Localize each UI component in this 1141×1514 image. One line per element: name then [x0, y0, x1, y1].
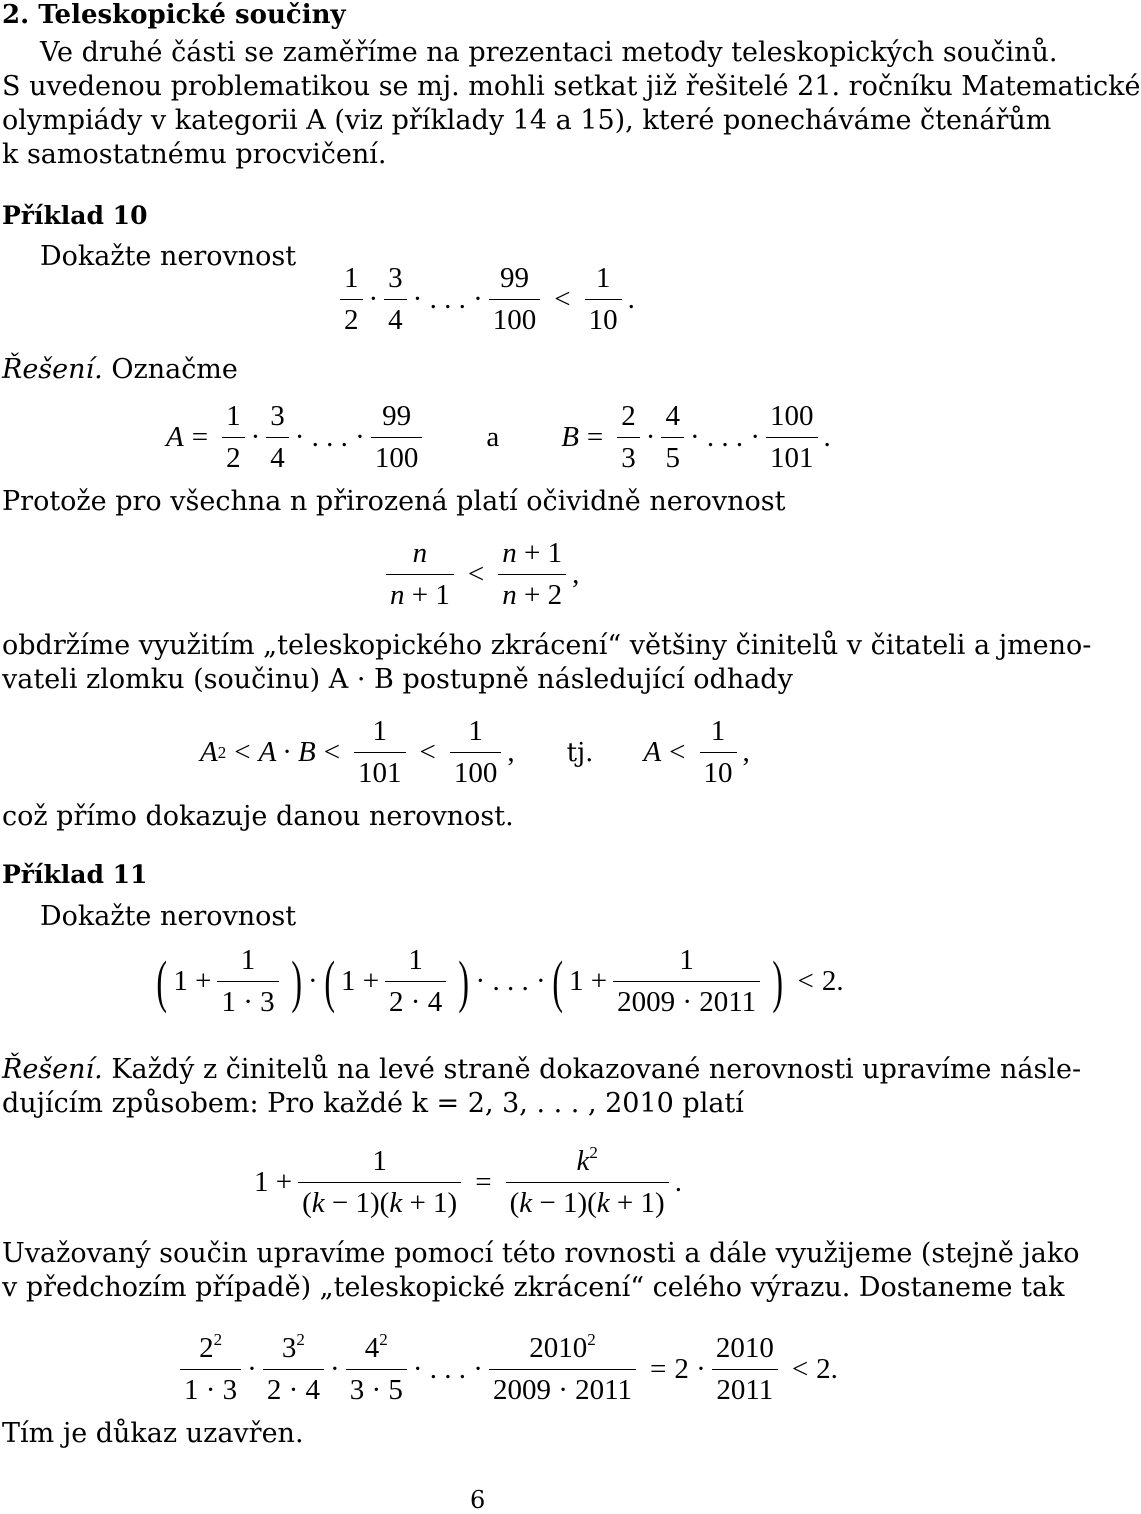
estimates: A 2 < A · B < $\frac{1}{101}$ < $\frac{1}{100}$ , tj. A < $\frac{1}{10}$ , [200, 715, 750, 790]
example-11-prompt: Dokažte nerovnost [40, 901, 297, 932]
fraction: $\frac{100}{101}$ [766, 400, 818, 476]
fraction: $\frac{2}{3}$ [617, 400, 640, 476]
intro-paragraph [2, 36, 1141, 172]
fraction: $\frac{1}{101}$ [354, 715, 406, 791]
obtain-paragraph [2, 629, 1091, 697]
fraction: $\frac{99}{100}$ [371, 400, 423, 476]
fraction: $\frac{2^2}{1 \cdot 3}$ [180, 1332, 241, 1408]
fraction: $\frac{1}{100}$ [450, 715, 502, 791]
telescoping-product: $\frac{2^2}{1 \cdot 3}$ · $\frac{3^2}{2 \cdot 4}$ · $\frac{4^2}{3 \cdot 5}$ · . . . · $\frac{2010^2}{2009 \cdot 2011}$ = 2 · $\frac{2010}{2011}$ < 2. [174, 1332, 838, 1408]
after-line: Uvažovaný součin upravíme pomocí této rovnosti a dále využijeme (stejně jako [2, 1238, 1080, 1269]
after-paragraph [2, 1237, 1080, 1305]
intro-line: k samostatnému procvičení. [2, 139, 387, 170]
fraction: $\frac{n}{n + 1}$ [386, 537, 454, 613]
intro-line: S uvedenou problematikou se mj. mohli setkat již řešitelé 21. ročníku Matematické [2, 71, 1141, 102]
after-line: v předchozím případě) „teleskopické zkrácení“ celého výrazu. Dostaneme tak [2, 1272, 1065, 1303]
page-number: 6 [470, 1486, 486, 1514]
solution-label: Řešení. [2, 354, 103, 385]
key-inequality: $\frac{n}{n + 1}$ < $\frac{n + 1}{n + 2}$ , [380, 537, 579, 613]
fraction: $\frac{1}{1 \cdot 3}$ [217, 944, 278, 1020]
solution-line: Řešení. Každý z činitelů na levé straně dokazované nerovnosti upravíme násle- [2, 1054, 1082, 1085]
fraction: $\frac{3}{4}$ [384, 262, 407, 338]
obtain-line: vateli zlomku (součinu) A · B postupně následující odhady [2, 664, 793, 695]
fraction: $\frac{1}{10}$ [585, 262, 622, 338]
solution-10-intro [2, 356, 238, 383]
solution-text: Označme [111, 354, 238, 385]
intro-line: olympiády v kategorii A (viz příklady 14 a 15), které ponecháváme čtenářům [2, 105, 1052, 136]
example-10-inequality: $\frac{1}{2}$ · $\frac{3}{4}$ · . . . · $\frac{99}{100}$ < $\frac{1}{10}$ . [334, 262, 635, 338]
fraction: $\frac{3^2}{2 \cdot 4}$ [263, 1332, 324, 1408]
because-text: Protože pro všechna n přirozená platí očividně nerovnost [2, 486, 786, 517]
ie-word: tj. [566, 737, 594, 768]
conclusion-11: Tím je důkaz uzavřen. [2, 1418, 304, 1449]
intro-line: Ve druhé části se zaměříme na prezentaci metody teleskopických součinů. [40, 37, 1058, 68]
fraction: $\frac{1}{10}$ [700, 715, 737, 791]
fraction: $\frac{99}{100}$ [489, 262, 541, 338]
example-11-heading: Příklad 11 [2, 860, 148, 889]
example-11-inequality: ( 1 + $\frac{1}{1 \cdot 3}$ ) · ( 1 + $\frac{1}{2 \cdot 4}$ ) · . . . · ( 1 + $\frac{1}{2009 \cdot 2011}$ ) < 2. [156, 944, 844, 1019]
fraction: $\frac{2010^2}{2009 \cdot 2011}$ [489, 1332, 636, 1408]
fraction: $\frac{2010}{2011}$ [712, 1332, 778, 1408]
fraction: $\frac{4}{5}$ [661, 400, 684, 476]
definition-A-B: A = $\frac{1}{2}$ · $\frac{3}{4}$ · . . . · $\frac{99}{100}$ a B = $\frac{2}{3}$ · $\frac{4}{5}$ · . . . · $\frac{100}{101}$ . [166, 400, 831, 475]
conclusion-10: což přímo dokazuje danou nerovnost. [2, 801, 514, 832]
and-word: a [486, 421, 500, 454]
fraction: $\frac{n + 1}{n + 2}$ [498, 537, 566, 613]
example-10-heading: Příklad 10 [2, 201, 148, 230]
section-title: 2. Teleskopické součiny [2, 0, 346, 30]
fraction: $\frac{1}{2009 \cdot 2011}$ [613, 944, 760, 1020]
fraction: $\frac{4^2}{3 \cdot 5}$ [346, 1332, 407, 1408]
solution-label: Řešení. [2, 1054, 103, 1085]
fraction: $\frac{1}{(k - 1)(k + 1)}$ [298, 1145, 461, 1221]
fraction: $\frac{3}{4}$ [266, 400, 289, 476]
fraction: $\frac{1}{2 \cdot 4}$ [385, 944, 446, 1020]
example-10-prompt: Dokažte nerovnost [40, 241, 297, 272]
fraction: $\frac{1}{2}$ [222, 400, 245, 476]
obtain-line: obdržíme využitím „teleskopického zkrácení“ většiny činitelů v čitateli a jmeno- [2, 630, 1092, 661]
fraction: $\frac{1}{2}$ [340, 262, 363, 338]
solution-line: dujícím způsobem: Pro každé k = 2, 3, . . . , 2010 platí [2, 1088, 744, 1119]
fraction: $\frac{k^2}{(k - 1)(k + 1)}$ [506, 1145, 669, 1221]
solution-11-paragraph [2, 1053, 1081, 1121]
identity: 1 + $\frac{1}{(k - 1)(k + 1)}$ = $\frac{k^2}{(k - 1)(k + 1)}$ . [254, 1143, 682, 1220]
